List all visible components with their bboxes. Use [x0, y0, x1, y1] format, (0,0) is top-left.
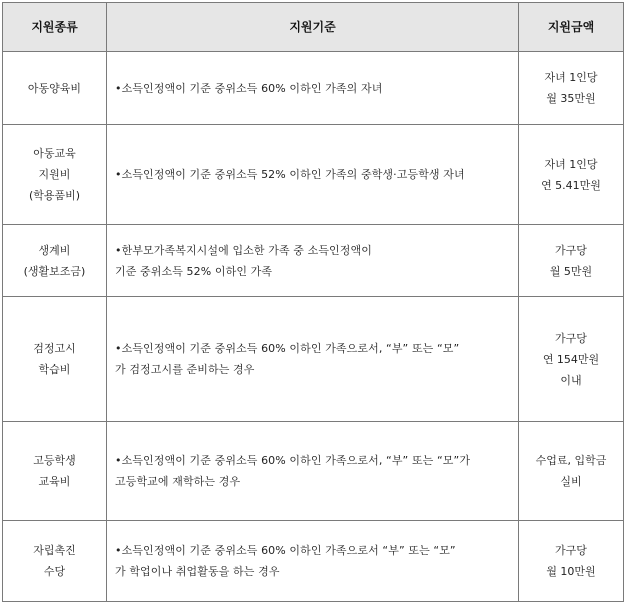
support-criteria-cell: •소득인정액이 기준 중위소득 60% 이하인 가족으로서, “부” 또는 “모” 가 검정고시를 준비하는 경우 — [107, 297, 519, 422]
support-amount-cell: 자녀 1인당 연 5.41만원 — [519, 125, 624, 225]
table-row — [3, 52, 624, 125]
table-row — [3, 521, 624, 602]
support-kind-cell: 검정고시 학습비 — [3, 297, 107, 422]
header-kind: 지원종류 — [3, 3, 107, 52]
support-amount-cell: 가구당 월 5만원 — [519, 225, 624, 297]
support-amount-cell: 가구당 월 10만원 — [519, 521, 624, 602]
support-kind-cell: 생계비 (생활보조금) — [3, 225, 107, 297]
support-criteria-cell: •소득인정액이 기준 중위소득 60% 이하인 가족의 자녀 — [107, 52, 519, 125]
table-row — [3, 422, 624, 521]
support-amount-cell: 자녀 1인당 월 35만원 — [519, 52, 624, 125]
support-kind-cell: 아동양육비 — [3, 52, 107, 125]
support-table — [2, 2, 624, 602]
support-criteria-cell: •소득인정액이 기준 중위소득 60% 이하인 가족으로서 “부” 또는 “모” 가 학업이나 취업활동을 하는 경우 — [107, 521, 519, 602]
table-header-row — [3, 3, 624, 52]
header-amount: 지원금액 — [519, 3, 624, 52]
support-kind-cell: 아동교육 지원비 (학용품비) — [3, 125, 107, 225]
support-amount-cell: 수업료, 입학금 실비 — [519, 422, 624, 521]
support-amount-cell: 가구당 연 154만원 이내 — [519, 297, 624, 422]
table-row — [3, 125, 624, 225]
support-kind-cell: 자립촉진 수당 — [3, 521, 107, 602]
support-criteria-cell: •소득인정액이 기준 중위소득 52% 이하인 가족의 중학생·고등학생 자녀 — [107, 125, 519, 225]
table-row — [3, 297, 624, 422]
support-criteria-cell: •소득인정액이 기준 중위소득 60% 이하인 가족으로서, “부” 또는 “모”가 고등학교에 재학하는 경우 — [107, 422, 519, 521]
support-criteria-cell: •한부모가족복지시설에 입소한 가족 중 소득인정액이 기준 중위소득 52% 이하인 가족 — [107, 225, 519, 297]
support-kind-cell: 고등학생 교육비 — [3, 422, 107, 521]
table-row — [3, 225, 624, 297]
header-criteria: 지원기준 — [107, 3, 519, 52]
